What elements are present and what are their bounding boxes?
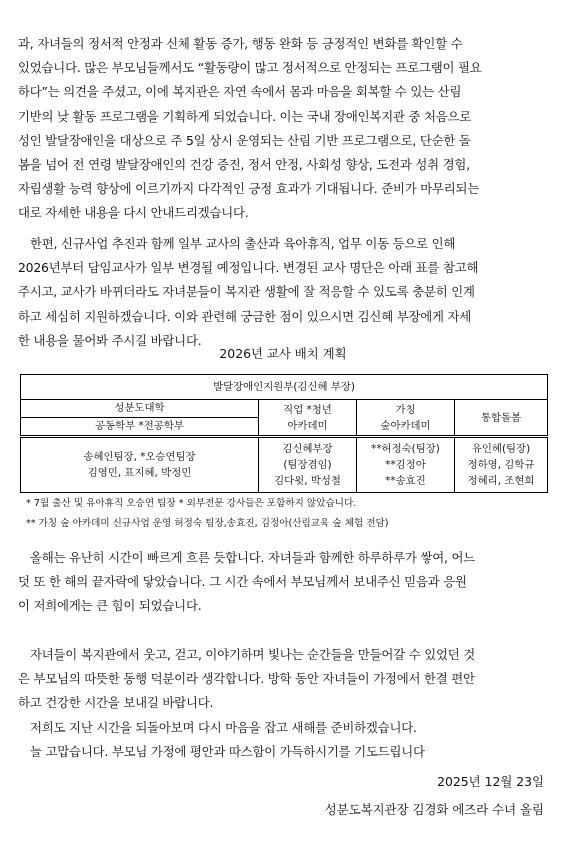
text-line: 대로 자세한 내용을 다시 안내드리겠습니다. [18,205,249,221]
paragraph-closing [18,643,548,764]
integrated-care-teachers [455,437,548,493]
text-line: 자립생활 능력 향상에 이르기까지 다각적인 긍정 효과가 기대됩니다. 준비가 마무리되는 [18,181,480,197]
teacher-line: 정혜리, 조현희 [467,475,535,487]
text-line: 하고 건강한 시간을 보내길 바랍니다. [18,695,214,711]
text-line: 있었습니다. 많은 부모님들께서도 “활동량이 많고 정서적으로 안정되는 프로그램이 필요 [18,60,482,76]
note-line: * 7월 출산 및 유아휴직 오승연 팀장 * 외부전문 강사들은 포함하지 않았습니다. [26,498,357,509]
college-header [21,400,259,437]
college-header-sub: 공동학부 *전공학부 [95,420,184,432]
text-line: 기반의 낮 활동 프로그램을 기획하게 되었습니다. 이는 국내 장애인복지관 중 처음으로 [18,108,472,124]
teacher-line: **허정숙(팀장) [371,443,440,455]
teacher-line: 정하영, 김학규 [467,459,535,471]
integrated-care-header: 통합돌봄 [455,400,548,437]
text-line: 자녀들이 복지관에서 웃고, 걷고, 이야기하며 빛나는 순간들을 만들어갈 수 있었던 것 [30,647,476,662]
text-line: 봄을 넘어 전 연령 발달장애인의 건강 증진, 정서 안정, 사회성 향상, 도전과 성취 경험, [18,157,470,173]
college-header-title: 성분도대학 [21,400,258,418]
text-line: 한편, 신규사업 추진과 함께 일부 교사의 출산과 육아휴직, 업무 이동 등으로 인해 [30,236,456,251]
forest-academy-header-line: 숲아카데미 [380,419,431,432]
paragraph-teacher-change [18,232,548,353]
text-line: 이 저희에게는 큰 힘이 되었습니다. [18,598,202,614]
teacher-line: (팀장겸임) [283,459,332,471]
forest-academy-header [357,400,455,437]
college-teachers [21,437,259,493]
text-line: 늘 고맙습니다. 부모님 가정에 평안과 따스함이 가득하시기를 기도드립니다 [30,743,425,759]
teacher-line: 송혜인팀장, *오승연팀장 [83,451,196,463]
forest-academy-header-line: 가칭 [395,403,416,416]
teacher-line: 김신혜부장 [282,443,333,455]
table-body-row [21,437,548,493]
note-line: ** 가칭 숲 아카데미 신규사업 운영 허정숙 팀장,송효진, 김정아(산림교육 숲 체험 전담) [26,518,389,529]
table-header-row [21,375,548,400]
table-title: 2026년 교사 배치 계획 [219,346,347,361]
table-notes [26,494,389,534]
table-subheader-row [21,400,548,437]
teacher-line: 김다윗, 박성철 [274,475,341,487]
text-line: 은 부모님의 따뜻한 동행 덕분이라 생각합니다. 방학 동안 자녀들이 가정에서 한결 편안 [18,671,475,687]
teacher-line: 김영민, 표지혜, 박정민 [87,467,192,479]
job-academy-teachers [259,437,357,493]
forest-academy-teachers [357,437,455,493]
text-line: 과, 자녀들의 정서적 안정과 신체 활동 증가, 행동 완화 등 긍정적인 변화를 확인할 수 [18,36,463,51]
text-line: 주시고, 교사가 바뀌더라도 자녀분들이 복지관 생활에 잘 적응할 수 있도록 충분히 인계 [18,284,475,300]
text-line: 덧 또 한 해의 끝자락에 닿았습니다. 그 시간 속에서 부모님께서 보내주신 믿음과 응원 [18,574,467,590]
teacher-assignment-table [20,374,548,493]
teacher-line: **김정아 [385,459,426,471]
job-academy-header [259,400,357,437]
paragraph-year-reflection [18,546,548,619]
text-line: 한 내용을 물어봐 주시길 바랍니다. [18,332,202,348]
job-academy-header-line: 직업 *청년 [283,403,332,416]
text-line: 성인 발달장애인을 대상으로 주 5일 상시 운영되는 산림 기반 프로그램으로, 단순한 돌 [18,132,471,148]
text-line: 하고 세심히 지원하겠습니다. 이와 관련해 궁금한 점이 있으시면 김신혜 부장에게 자세 [18,308,472,324]
text-line: 올해는 유난히 시간이 빠르게 흐른 듯합니다. 자녀들과 함께한 하루하루가 쌓여, 어느 [30,550,476,565]
paragraph-forest-program [18,32,548,226]
text-line: 2026년부터 담임교사가 일부 변경될 예정입니다. 변경된 교사 명단은 아래 표를 참고해 [18,260,479,276]
text-line: 저희도 지난 시간을 되돌아보며 다시 마음을 잡고 새해를 준비하겠습니다. [30,719,417,735]
job-academy-header-line: 아카데미 [287,419,328,432]
letter-date: 2025년 12월 23일 [437,774,544,789]
teacher-line: **송효진 [385,475,426,487]
text-line: 하다”는 의견을 주셨고, 이에 복지관은 자연 속에서 몸과 마음을 회복할 수 있는 산림 [18,84,462,100]
letter-sender: 성분도복지관장 김경화 에즈라 수녀 올림 [324,802,544,817]
teacher-line: 유인혜(팀장) [471,443,531,455]
department-header: 발달장애인지원부(김신혜 부장) [21,375,548,400]
